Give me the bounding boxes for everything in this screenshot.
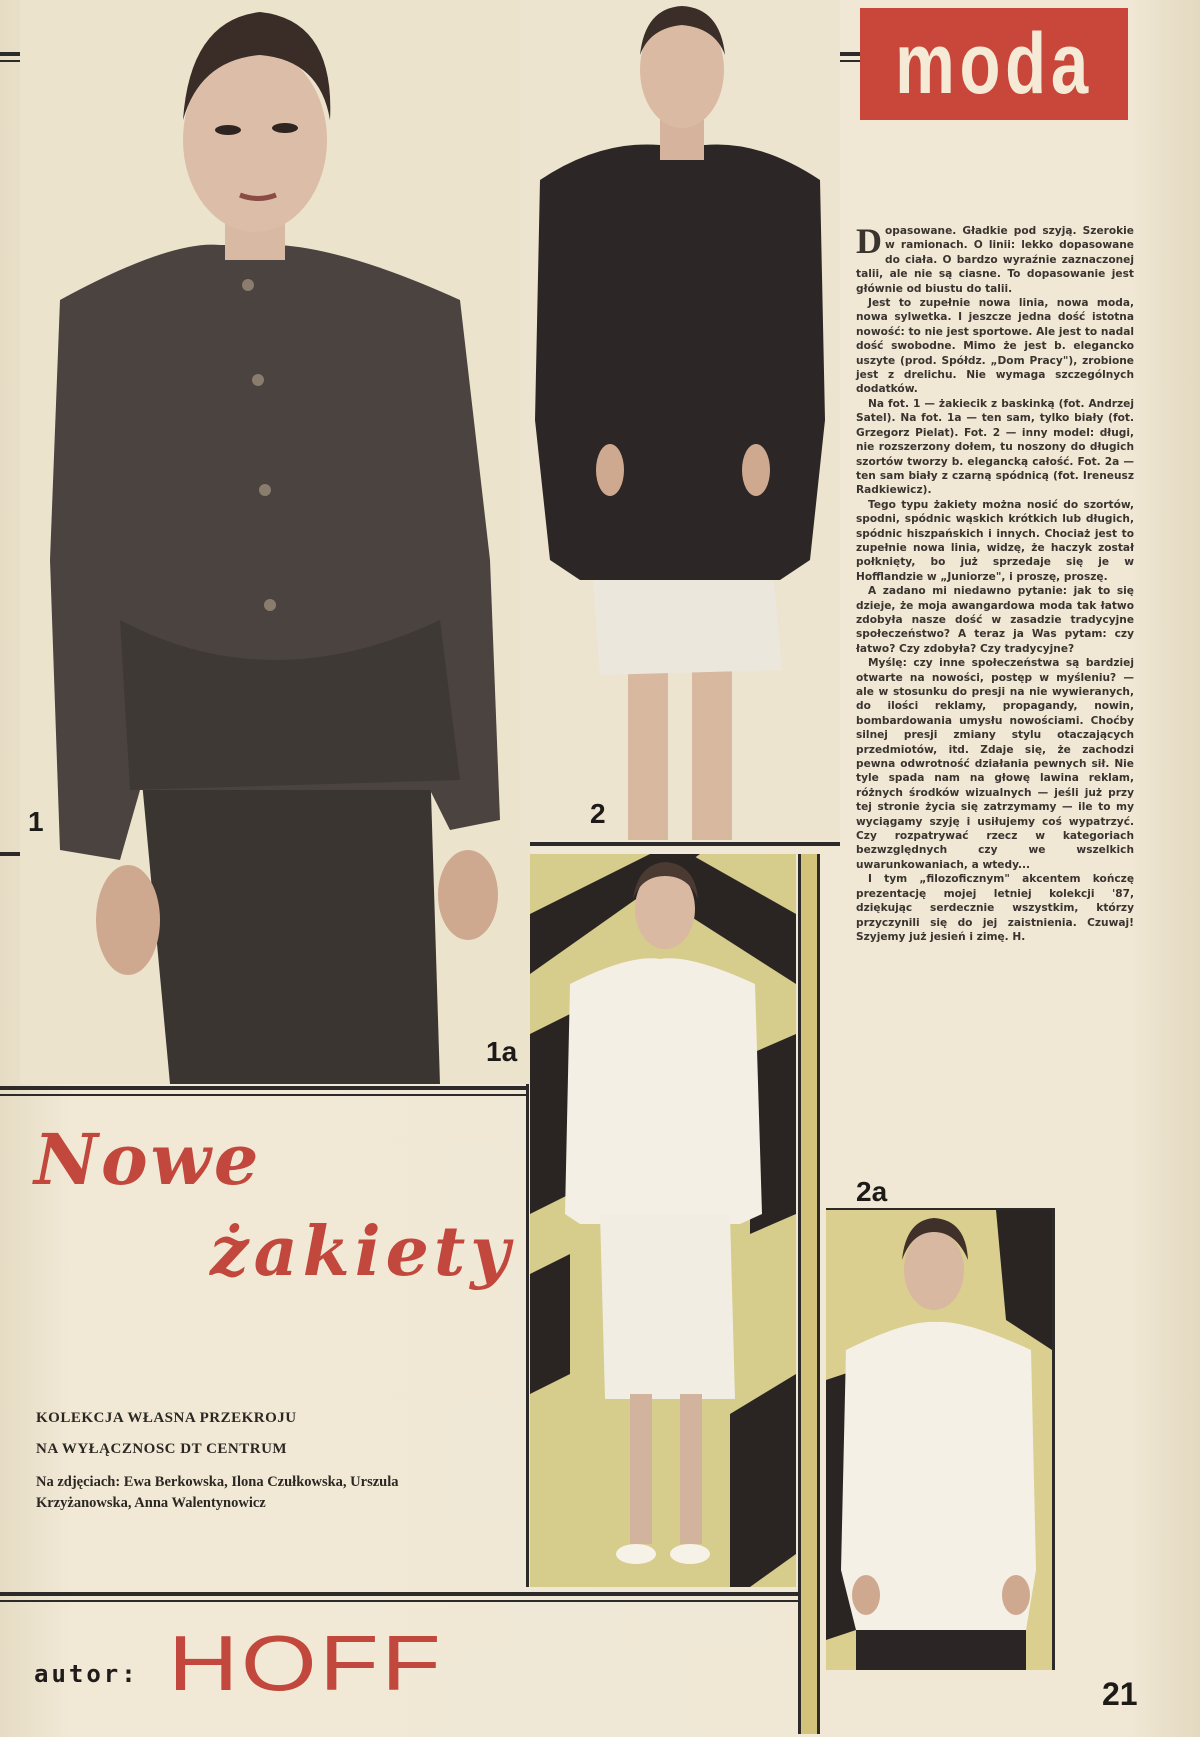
lower-rule: [0, 1086, 526, 1090]
article-paragraph-7: I tym „filozoficznym" akcentem kończę prezentację mojej letniej kolekcji '87, dziękując serdecznie wszystkim, którzy przyczynili się do jej zaistnienia. Czuwaj! Szyjemy już jesień i zimę. H.: [856, 873, 1134, 943]
photo-2a-frame-right: [1052, 1208, 1055, 1670]
photo-1-dark-peplum-jacket: [20, 0, 530, 1084]
photo-label-2a: 2a: [856, 1176, 888, 1207]
photo-2a-white-long-jacket: [826, 1210, 1052, 1670]
photo-2-long-jacket-shorts: [520, 0, 840, 840]
photo-label-1a: 1a: [486, 1036, 518, 1067]
article-paragraph-6: Myślę: czy inne społeczeństwa są bardziej otwarte na nowości, postęp w myśleniu? — ale w stosunku do presji na nie wywieranych, do ilości reklamy, propagandy, nowin, bombardowania umysłu nowościami. Choćby silnej presji zmiany stylu otaczających przedmiotów, itd. Zdaje się, że zachodzi pewna odwrotność działania pewnych sił. Nie tyle spada nam na głowę lawina reklam, różnych środków wizualnych — jeśli już przy tej stronie życia się zatrzymamy — ile to my wyciągamy szyję i usiłujemy coś wypatrzyć. Czy rozpatrywać rzecz w kategoriach bezwzględnych czy we wszelkich uwarunkowaniach, a wtedy...: [856, 657, 1134, 871]
photo-frame-top: [510, 842, 840, 846]
article-text: [856, 221, 1134, 944]
title-line-2: żakiety: [210, 1212, 515, 1292]
credits: [36, 1410, 496, 1514]
title-line-1: Nowe: [34, 1118, 262, 1201]
article-paragraph-2: Jest to zupełnie nowa linia, nowa moda, nowa sylwetka. I jeszcze jedna dość istotna nowość: to nie jest sportowe. Ale jest to nadal dość swobodne. Mimo że jest b. elegancko uszyte (prod. Spółdz. „Dom Pracy"), zrobione jest z drelichu. Nie wymaga szczególnych dodatków.: [856, 297, 1134, 396]
credits-line-2: NA WYŁĄCZNOSC DT CENTRUM: [36, 1441, 288, 1457]
photo-label-2: 2: [590, 798, 606, 829]
article-paragraph-5: A zadano mi niedawno pytanie: jak to się dzieje, że moja awangardowa moda tak łatwo zdobyła nasze dość w zasadzie tradycyjne społeczeństwo? A teraz ja Was pytam: czy łatwo? Czy zdobyła? Czy tradycyjne?: [856, 585, 1134, 655]
photo-2a-frame-top: [826, 1208, 1054, 1210]
section-badge-label: moda: [895, 16, 1093, 112]
bottom-rule: [0, 1592, 800, 1596]
article-paragraph-4: Tego typu żakiety można nosić do szortów, spodni, spódnic wąskich krótkich lub długich, spódnic hiszpańskich i innych. Chociaż jest to zupełnie nowa linia, widzę, że haczyk został połknięty, bo już sprzedaje się je w Hofflandzie w „Juniorze", i proszę, proszę.: [856, 498, 1134, 583]
lower-rule-thin: [0, 1094, 526, 1096]
yellow-divider-bar: [798, 854, 820, 1734]
bottom-rule-thin: [0, 1600, 800, 1602]
article-paragraph-3: Na fot. 1 — żakiecik z baskinką (fot. Andrzej Satel). Na fot. 1a — ten sam, tylko biały (fot. Grzegorz Pielat). Fot. 2 — inny model: długi, nie rozszerzony dołem, tu noszony do długich szortów tworzy b. elegancką całość. Fot. 2a — ten sam biały z czarną spódnicą (fot. Ireneusz Radkiewicz).: [856, 397, 1134, 497]
page-number: 21: [1102, 1676, 1138, 1712]
article-paragraph-1: Dopasowane. Gładkie pod szyją. Szerokie w ramionach. O linii: lekko dopasowane do ciała. O bardzo wyraźnie zaznaczonej talii, ale nie są ciasne. To dopasowanie jest głównie od biustu do talii.: [856, 221, 1134, 295]
photo-label-1: 1: [28, 806, 44, 837]
article-dropcap: D: [856, 221, 882, 261]
section-badge: [860, 8, 1128, 120]
author-name: HOFF: [168, 1619, 444, 1707]
credits-models: Na zdjęciach: Ewa Berkowska, Ilona Czułkowska, Urszula Krzyżanowska, Anna Walentynowicz: [36, 1474, 399, 1511]
author-label: autor:: [34, 1660, 139, 1688]
photo-1a-white-jacket: [530, 854, 796, 1587]
credits-line-1: KOLEKCJA WŁASNA PRZEKROJU: [36, 1410, 297, 1426]
